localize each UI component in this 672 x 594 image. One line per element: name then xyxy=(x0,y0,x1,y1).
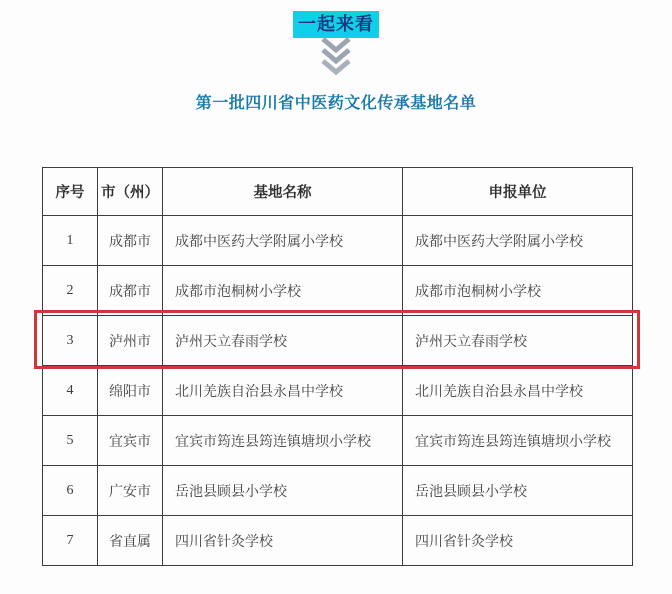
table-row xyxy=(43,466,633,516)
cell-unit: 宜宾市筠连县筠连镇塘坝小学校 xyxy=(403,416,633,466)
table-row xyxy=(43,266,633,316)
cell-no: 7 xyxy=(43,516,98,566)
cell-unit: 四川省针灸学校 xyxy=(403,516,633,566)
cell-base: 泸州天立春雨学校 xyxy=(163,316,403,366)
table-row xyxy=(43,416,633,466)
cell-base: 宜宾市筠连县筠连镇塘坝小学校 xyxy=(163,416,403,466)
cell-no: 3 xyxy=(43,316,98,366)
cell-city: 广安市 xyxy=(98,466,163,516)
table-row xyxy=(43,366,633,416)
cell-unit: 岳池县顾县小学校 xyxy=(403,466,633,516)
header-base: 基地名称 xyxy=(163,168,403,216)
cell-city: 成都市 xyxy=(98,216,163,266)
cell-unit: 成都市泡桐树小学校 xyxy=(403,266,633,316)
cell-city: 省直属 xyxy=(98,516,163,566)
cell-no: 2 xyxy=(43,266,98,316)
chevron-down-icon xyxy=(313,36,359,80)
page-title: 第一批四川省中医药文化传承基地名单 xyxy=(195,95,477,112)
cell-no: 4 xyxy=(43,366,98,416)
table-row-highlighted xyxy=(43,316,633,366)
cell-unit: 成都中医药大学附属小学校 xyxy=(403,216,633,266)
cell-city: 宜宾市 xyxy=(98,416,163,466)
header-city: 市（州） xyxy=(98,168,163,216)
base-list-table xyxy=(42,167,633,566)
cell-no: 1 xyxy=(43,216,98,266)
table-body xyxy=(43,216,633,566)
cell-no: 5 xyxy=(43,416,98,466)
cell-base: 北川羌族自治县永昌中学校 xyxy=(163,366,403,416)
header-badge: 一起来看 xyxy=(293,11,379,38)
header-no: 序号 xyxy=(43,168,98,216)
cell-city: 泸州市 xyxy=(98,316,163,366)
cell-base: 成都中医药大学附属小学校 xyxy=(163,216,403,266)
table-header-row xyxy=(43,168,633,216)
cell-base: 成都市泡桐树小学校 xyxy=(163,266,403,316)
table-row xyxy=(43,216,633,266)
cell-unit: 北川羌族自治县永昌中学校 xyxy=(403,366,633,416)
cell-base: 岳池县顾县小学校 xyxy=(163,466,403,516)
cell-city: 成都市 xyxy=(98,266,163,316)
header-unit: 申报单位 xyxy=(403,168,633,216)
table-row xyxy=(43,516,633,566)
cell-unit: 泸州天立春雨学校 xyxy=(403,316,633,366)
cell-no: 6 xyxy=(43,466,98,516)
cell-city: 绵阳市 xyxy=(98,366,163,416)
cell-base: 四川省针灸学校 xyxy=(163,516,403,566)
